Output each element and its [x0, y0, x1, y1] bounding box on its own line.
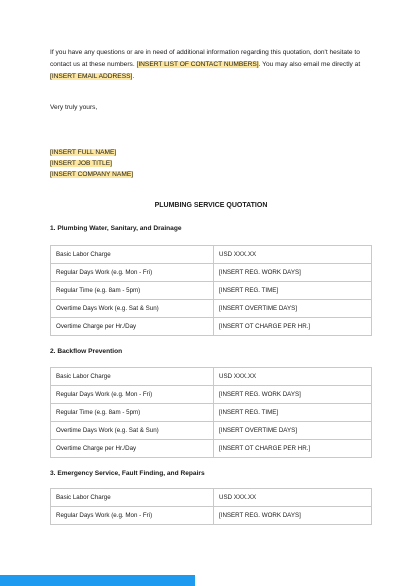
company-name-placeholder[interactable]: [INSERT COMPANY NAME] — [50, 171, 134, 178]
table-cell-label: Overtime Charge per Hr./Day — [51, 440, 214, 458]
table-cell-value[interactable]: [INSERT REG. TIME] — [214, 282, 372, 300]
table-cell-value[interactable]: USD XXX.XX — [214, 368, 372, 386]
section-heading: 3. Emergency Service, Fault Finding, and Repairs — [50, 470, 205, 477]
full-name-placeholder[interactable]: [INSERT FULL NAME] — [50, 149, 117, 156]
table-cell-label: Overtime Charge per Hr./Day — [51, 318, 214, 336]
table-row — [51, 246, 372, 264]
table-row — [51, 318, 372, 336]
accent-bar — [0, 575, 195, 586]
contact-numbers-placeholder[interactable]: [INSERT LIST OF CONTACT NUMBERS] — [136, 61, 259, 68]
table-cell-label: Basic Labor Charge — [51, 246, 214, 264]
table-cell-label: Regular Time (e.g. 8am - 5pm) — [51, 282, 214, 300]
table-row — [51, 489, 372, 507]
table-cell-value[interactable]: [INSERT OVERTIME DAYS] — [214, 422, 372, 440]
section-heading: 1. Plumbing Water, Sanitary, and Drainage — [50, 225, 182, 232]
job-title-placeholder[interactable]: [INSERT JOB TITLE] — [50, 160, 112, 167]
table-cell-value[interactable]: USD XXX.XX — [214, 489, 372, 507]
table-cell-label: Regular Days Work (e.g. Mon - Fri) — [51, 507, 214, 525]
quotation-table — [50, 245, 372, 336]
signature-company-name — [50, 169, 133, 180]
table-cell-value[interactable]: [INSERT REG. WORK DAYS] — [214, 507, 372, 525]
page-title: PLUMBING SERVICE QUOTATION — [154, 202, 268, 209]
section-heading: 2. Backflow Prevention — [50, 348, 123, 355]
signature-full-name — [50, 147, 116, 158]
table-row — [51, 368, 372, 386]
quotation-table — [50, 367, 372, 458]
table-row — [51, 300, 372, 318]
intro-text-2: . You may also email me directly at — [258, 61, 361, 68]
table-cell-label: Basic Labor Charge — [51, 489, 214, 507]
table-row — [51, 507, 372, 525]
table-cell-value[interactable]: [INSERT REG. WORK DAYS] — [214, 386, 372, 404]
email-placeholder[interactable]: [INSERT EMAIL ADDRESS] — [50, 73, 133, 80]
table-row — [51, 422, 372, 440]
table-cell-value[interactable]: USD XXX.XX — [214, 246, 372, 264]
closing-line: Very truly yours, — [50, 104, 98, 111]
table-cell-label: Basic Labor Charge — [51, 368, 214, 386]
table-cell-value[interactable]: [INSERT OT CHARGE PER HR.] — [214, 318, 372, 336]
table-cell-value[interactable]: [INSERT OT CHARGE PER HR.] — [214, 440, 372, 458]
table-cell-value[interactable]: [INSERT OVERTIME DAYS] — [214, 300, 372, 318]
table-cell-label: Overtime Days Work (e.g. Sat & Sun) — [51, 422, 214, 440]
intro-text-3: . — [132, 73, 135, 80]
intro-text-1: If you have any questions or are in need of additional information regarding this quotation, don't hesitate to contact us at these numbers. — [50, 49, 360, 68]
signature-job-title — [50, 158, 112, 169]
table-row — [51, 264, 372, 282]
table-row — [51, 282, 372, 300]
table-row — [51, 404, 372, 422]
table-cell-value[interactable]: [INSERT REG. WORK DAYS] — [214, 264, 372, 282]
table-row — [51, 386, 372, 404]
table-cell-label: Regular Time (e.g. 8am - 5pm) — [51, 404, 214, 422]
table-cell-label: Regular Days Work (e.g. Mon - Fri) — [51, 386, 214, 404]
quotation-table — [50, 488, 372, 525]
table-cell-label: Regular Days Work (e.g. Mon - Fri) — [51, 264, 214, 282]
table-cell-value[interactable]: [INSERT REG. TIME] — [214, 404, 372, 422]
table-cell-label: Overtime Days Work (e.g. Sat & Sun) — [51, 300, 214, 318]
intro-paragraph — [50, 47, 372, 83]
table-row — [51, 440, 372, 458]
